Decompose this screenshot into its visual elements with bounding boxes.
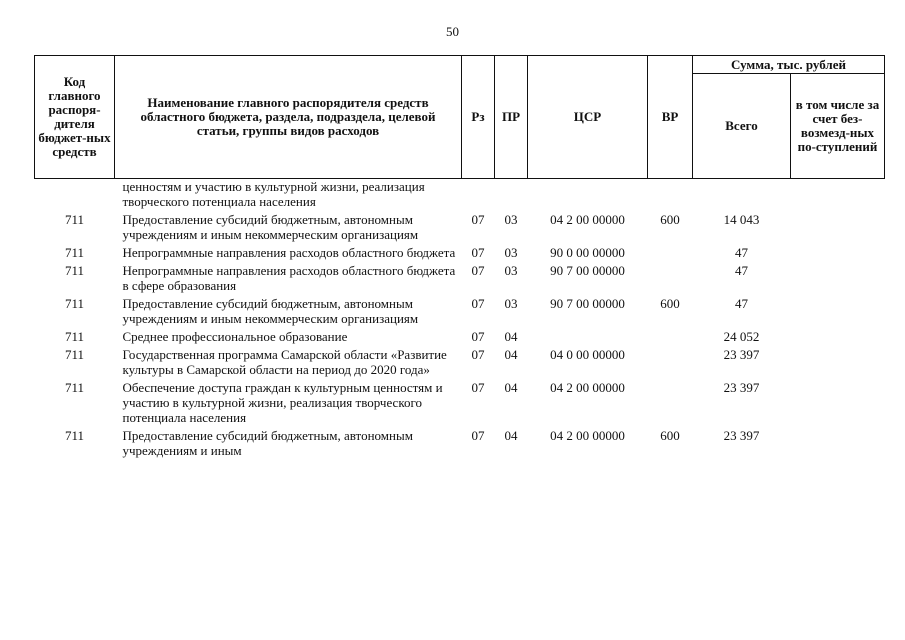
row-pr: 04 [504,347,518,362]
row-code: 711 [64,347,85,362]
row-total: 47 [735,296,748,311]
row-gratuitous [791,209,885,242]
row-vr: 600 [660,212,680,227]
row-gratuitous [791,260,885,293]
row-csr: 90 7 00 00000 [550,296,625,311]
row-gratuitous [791,425,885,458]
row-csr [528,326,648,344]
row-gratuitous [791,344,885,377]
row-rz: 07 [471,263,485,278]
row-gratuitous [791,377,885,425]
table-body [35,179,885,459]
row-name: Предоставление субсидий бюджетным, автономным учреждениям и иным некоммерческим организациям [122,212,419,242]
header-name: Наименование главного распорядителя средств областного бюджета, раздела, подраздела, целевой статьи, группы видов расходов [115,56,462,179]
row-rz: 07 [471,347,485,362]
row-pr: 04 [504,380,518,395]
table-row [35,425,885,458]
row-total: 24 052 [723,329,760,344]
row-csr: 04 2 00 00000 [550,380,625,395]
row-pr: 04 [504,428,518,443]
row-total: 47 [735,263,748,278]
row-code: 711 [64,212,85,227]
row-rz: 07 [471,428,485,443]
header-pr: ПР [495,56,528,179]
row-vr [648,326,693,344]
row-name: Обеспечение доступа граждан к культурным ценностям и участию в культурной жизни, реализация творческого потенциала населения [122,380,443,425]
row-code: 711 [64,329,85,344]
header-rz: Рз [462,56,495,179]
header-code: Код главного распоря-дителя бюджет-ных средств [35,56,115,179]
header-gratuitous: в том числе за счет без-возмезд-ных по-ступлений [791,74,885,179]
table-row [35,260,885,293]
header-total: Всего [693,74,791,179]
row-total: 23 397 [723,380,760,395]
row-vr [648,260,693,293]
row-gratuitous [791,293,885,326]
row-name: Непрограммные направления расходов областного бюджета [122,245,456,260]
row-rz: 07 [471,296,485,311]
row-rz: 07 [471,212,485,227]
table-row [35,209,885,242]
row-name: Государственная программа Самарской области «Развитие культуры в Самарской области на период до 2020 года» [122,347,447,377]
row-vr [648,344,693,377]
row-pr: 03 [504,263,518,278]
row-rz: 07 [471,380,485,395]
row-vr: 600 [660,296,680,311]
row-name: Предоставление субсидий бюджетным, автономным учреждениям и иным [122,428,413,458]
row-csr: 90 0 00 00000 [550,245,625,260]
row-total: 23 397 [723,428,760,443]
table-row [35,242,885,260]
row-name: ценностям и участию в культурной жизни, реализация творческого потенциала населения [122,179,425,209]
table-row [35,326,885,344]
row-rz: 07 [471,329,485,344]
row-vr: 600 [660,428,680,443]
header-vr: ВР [648,56,693,179]
row-pr: 03 [504,212,518,227]
table-row [35,293,885,326]
row-gratuitous [791,242,885,260]
row-vr [648,242,693,260]
row-csr: 04 2 00 00000 [550,212,625,227]
row-csr: 04 0 00 00000 [550,347,625,362]
row-code: 711 [64,428,85,443]
row-name: Непрограммные направления расходов областного бюджета в сфере образования [122,263,456,293]
row-pr: 03 [504,296,518,311]
row-csr: 04 2 00 00000 [550,428,625,443]
row-rz: 07 [471,245,485,260]
row-code [35,179,115,210]
header-csr: ЦСР [528,56,648,179]
budget-table [34,55,885,458]
table-row [35,377,885,425]
row-name: Среднее профессиональное образование [122,329,348,344]
table-row [35,344,885,377]
table-header [35,56,885,179]
row-code: 711 [64,380,85,395]
row-total: 23 397 [723,347,760,362]
row-csr: 90 7 00 00000 [550,263,625,278]
row-total [693,179,791,210]
row-name: Предоставление субсидий бюджетным, автономным учреждениям и иным некоммерческим организациям [122,296,419,326]
row-pr: 03 [504,245,518,260]
row-code: 711 [64,245,85,260]
row-code: 711 [64,296,85,311]
row-code: 711 [64,263,85,278]
row-gratuitous [791,179,885,210]
row-vr [648,179,693,210]
page-number: 50 [446,24,459,39]
table-row [35,179,885,210]
row-pr [495,179,528,210]
header-sum: Сумма, тыс. рублей [693,56,885,74]
row-total: 14 043 [723,212,760,227]
row-gratuitous [791,326,885,344]
row-total: 47 [735,245,748,260]
row-rz [462,179,495,210]
row-csr [528,179,648,210]
row-vr [648,377,693,425]
row-pr: 04 [504,329,518,344]
